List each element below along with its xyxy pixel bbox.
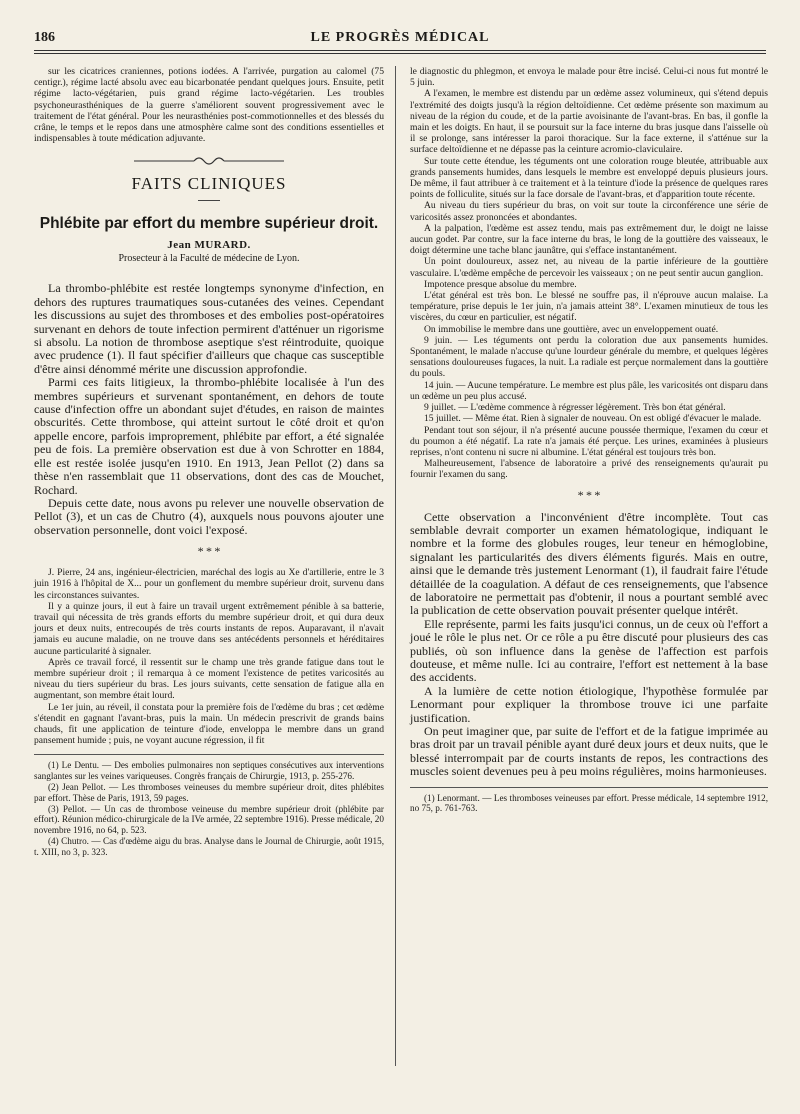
article-author: Jean MURARD. xyxy=(167,239,251,252)
case-cont-3: Sur toute cette étendue, les téguments ont une coloration rouge bleutée, attribuable aux grands pansements humides, dans lesquels le membre est enveloppé depuis plusieurs jours. De même, il faut attribuer à ce traitement et à la teinture d'iode la présence de quelques rares points de folliculite, situés sur la face dorsale de l'avant-bras, et d'apparition toute récente. xyxy=(410,155,768,201)
footnote-right-1: (1) Lenormant. — Les thromboses veineuses par effort. Presse médicale, 14 septembre 1912, no 75, p. 761-763. xyxy=(410,792,768,814)
case-cont-2: A l'examen, le membre est distendu par un œdème assez volumineux, qui s'étend depuis l'extrémité des doigts jusqu'à la région deltoïdienne. Cet œdème présente son maximum au niveau de la région du coude, et de la partie avoisinante de l'avant-bras. En bas, il gonfle la main et les doigts. En haut, il se poursuit sur la face interne du bras jusque dans l'aisselle où il se prolonge, sans intéresser la paroi thoracique. Sur la face externe, il s'atténue sur la surface deltoïdienne et ne dépasse pas la ceinture acromio-claviculaire. xyxy=(410,88,768,156)
intro-paragraph-1: La thrombo-phlébite est restée longtemps synonyme d'infection, en dehors des ruptures traumatiques sous-cutanées des veines. Cependant les discussions au sujet des thromboses et des embolies post-opératoires survenant en dehors de toute infection permirent d'atténuer un rigorisme si absolu. La notion de thrombose aseptique s'est réintroduite, quoique avec prudence (1). Il faut spécifier d'ailleurs que chaque cas susceptible d'être ainsi dénommé mérite une discussion approfondie. xyxy=(34,281,384,376)
author-affiliation: Prosecteur à la Faculté de médecine de Lyon. xyxy=(118,253,300,265)
section-rule xyxy=(198,200,220,201)
case-cont-11: 14 juin. — Aucune température. Le membre est plus pâle, les varicosités ont disparu dans un œdème un peu plus accusé. xyxy=(410,379,768,402)
page-header xyxy=(34,30,766,50)
case-cont-13: 15 juillet. — Même état. Rien à signaler de nouveau. On est obligé d'évacuer le malade. xyxy=(424,413,762,425)
section-stars-right: * * * xyxy=(577,487,601,502)
intro-paragraph-2: Parmi ces faits litigieux, la thrombo-phlébite localisée à l'un des membres supérieurs et survenant spontanément, en dehors de toute cause d'infection offre un abondant sujet d'études, en raison de maintes obscurités. Cette thrombose, qui atteint surtout le côté droit et qu'on appelle encore, parfois improprement, phlébite par effort, a été signalée peu de fois. La première observation est due à von Schrotter en 1884, elle est restée isolée jusqu'en 1910. En 1913, Jean Pellot (2) dans sa thèse n'en rassemblait que 11 observations, dont des cas de Mouchet, Rochard. xyxy=(34,375,384,497)
case-cont-12: 9 juillet. — L'œdème commence à régresser légèrement. Très bon état général. xyxy=(424,402,726,414)
footnote-3: (3) Pellot. — Un cas de thrombose veineuse du membre supérieur droit (phlébite par effort). Réunion médico-chirurgicale de la IVe armée, 22 septembre 1916). Presse médicale, 20 novembre 1916, no 64, p. 523. xyxy=(34,804,384,835)
footnote-rule xyxy=(34,754,384,755)
intro-paragraph-3: Depuis cette date, nous avons pu relever une nouvelle observation de Pellot (3), et un cas de Chutro (4), auxquels nous pouvons ajouter une observation personnelle, dont voici l'exposé. xyxy=(34,495,384,537)
journal-title: LE PROGRÈS MÉDICAL xyxy=(310,30,490,45)
section-stars: * * * xyxy=(197,544,221,559)
case-cont-14: Pendant tout son séjour, il n'a présenté aucune poussée thermique, l'examen du cœur et du poumon a été négatif. La rate n'a jamais été perçue. Les urines, examinées à plusieurs reprises, n'ont contenu ni sucre ni albumine. L'état général est toujours très bon. xyxy=(410,424,768,458)
case-cont-4: Au niveau du tiers supérieur du bras, on voit sur toute la circonférence une série de varicosités assez prononcées et abondantes. xyxy=(410,200,768,223)
case-cont-6: Un point douloureux, assez net, au niveau de la partie inférieure de la gouttière vasculaire. L'œdème empêche de percevoir les vaisseaux ; on ne peut sentir aucun ganglion. xyxy=(410,256,768,279)
ornament-divider xyxy=(134,156,284,166)
page-number: 186 xyxy=(34,30,55,45)
right-column xyxy=(410,66,768,814)
case-paragraph-4: Le 1er juin, au réveil, il constata pour la première fois de l'œdème du bras ; cet œdème s'étendit en gagnant l'avant-bras, puis la main. Un médecin prescrivit de grands bains chauds, fit une application de teinture d'iode, enveloppa le membre dans un grand pansement humide ; puis, ne voyant aucune régression, il fit xyxy=(34,701,384,747)
footnote-1: (1) Le Dentu. — Des embolies pulmonaires non septiques consécutives aux interventions sanglantes sur les veines variqueuses. Congrès français de Chirurgie, 1913, p. 255-276. xyxy=(34,760,384,781)
case-cont-7: Impotence presque absolue du membre. xyxy=(424,278,577,290)
left-column xyxy=(34,66,384,858)
case-paragraph-1: J. Pierre, 24 ans, ingénieur-électricien, maréchal des logis au Xe d'artillerie, entre le 3 juin 1916 à l'hôpital de X... pour un gonflement du membre supérieur droit, survenu dans les circonstances suivantes. xyxy=(34,567,384,601)
continued-paragraph: sur les cicatrices craniennes, potions iodées. A l'arrivée, purgation au calomel (75 centigr.), régime lacté absolu avec eau bicarbonatée pendant quelques jours. Ensuite, petit régime lacto-végétarien, puis grand régime lacto-végétarien. Les troubles psychoneurasthéniques de la guerre s'améliorent souvent progressivement avec le traitement de l'état général. Pour les neurasthénies post-commotionnelles et des blessés du crâne, le temps et le repos dans une atmosphère calme sont des conditions essentielles et indispensables à toute médication adjuvante. xyxy=(34,66,384,145)
case-paragraph-2: Il y a quinze jours, il eut à faire un travail urgent extrêmement pénible à sa batterie, travail qui nécessita de très grands efforts du membre supérieur droit, et qui dura deux jours et deux nuits, entrecoupés de très courts instants de repos. Auparavant, il n'avait jamais eu aucune maladie, on ne trouve dans ses antécédents personnels et héréditaires aucune particularité à signaler. xyxy=(34,600,384,657)
case-cont-1: le diagnostic du phlegmon, et envoya le malade pour être incisé. Celui-ci nous fut montré le 5 juin. xyxy=(410,66,768,89)
column-divider xyxy=(395,66,396,1066)
case-cont-15: Malheureusement, l'absence de laboratoire a privé des renseignements qu'aurait pu fournir l'examen du sang. xyxy=(410,458,768,481)
article-title: Phlébite par effort du membre supérieur droit. xyxy=(39,215,379,233)
header-rule-bottom xyxy=(34,53,766,54)
case-cont-8: L'état général est très bon. Le blessé ne souffre pas, il n'éprouve aucun malaise. La température, prise depuis le 1er juin, n'a jamais atteint 38°. L'examen minutieux de tous les viscères, du cœur en particulier, est négatif. xyxy=(410,290,768,324)
discussion-paragraph-3: A la lumière de cette notion étiologique, l'hypothèse formulée par Lenormant pour expliquer la thrombose trouve ici une parfaite justification. xyxy=(410,683,768,725)
case-cont-9: On immobilise le membre dans une gouttière, avec un enveloppement ouaté. xyxy=(424,323,719,335)
section-title: FAITS CLINIQUES xyxy=(131,174,287,194)
case-paragraph-3: Après ce travail forcé, il ressentit sur le champ une très grande fatigue dans tout le membre supérieur droit ; il remarqua à ce moment l'existence de petites varicosités au niveau du tiers supérieur du bras. Les jours suivants, cette sensation de fatigue alla en augmentant, son membre était lourd. xyxy=(34,656,384,702)
header-rule-top xyxy=(34,50,766,51)
discussion-paragraph-1: Cette observation a l'inconvénient d'être incomplète. Tout cas semblable devrait comporter un examen hématologique, indiquant le nombre et la forme des globules rouges, leur teneur en hémoglobine, signalant les particularités des divers éléments figurés. Mais en outre, ainsi que le demande très justement Lenormant (1), il faudrait faire l'étude détaillée de la coagulation. A défaut de ces renseignements, que l'absence de laboratoire ne permettait pas d'obtenir, il nous a pourtant semblé avec la publication de cette observation pouvait présenter quelque intérêt. xyxy=(410,509,768,618)
discussion-paragraph-4: On peut imaginer que, par suite de l'effort et de la fatigue imprimée au bras droit par un travail pénible ayant duré deux jours et deux nuits, que le blessé interrompait par de courts instants de repos, les contractions des muscles soient devenues peu à peu moins régulières, moins harmonieuses. xyxy=(410,724,768,779)
footnote-4: (4) Chutro. — Cas d'œdème aigu du bras. Analyse dans le Journal de Chirurgie, août 1915, t. XIII, no 3, p. 323. xyxy=(34,836,384,857)
case-cont-10: 9 juin. — Les téguments ont perdu la coloration due aux pansements humides. Spontanément, le malade n'accuse qu'une lourdeur générale du membre, et quelques légères sensations douloureuses fugaces, la nuit. La radiale est perçue normalement dans la gouttière du pouls. xyxy=(410,334,768,380)
footnote-rule-right xyxy=(410,787,768,788)
footnote-2: (2) Jean Pellot. — Les thromboses veineuses du membre supérieur droit, dites phlébites par effort. Thèse de Paris, 1913, 59 pages. xyxy=(34,782,384,803)
case-cont-5: A la palpation, l'œdème est assez tendu, mais pas extrêmement dur, le doigt ne laisse aucun godet. Par contre, sur la face interne du bras, le long de la gouttière des vaisseaux, le doigt détermine une tache blanc jaunâtre, qui s'efface instantanément. xyxy=(410,222,768,257)
discussion-paragraph-2: Elle représente, parmi les faits jusqu'ici connus, un de ceux où l'effort a joué le rôle le plus net. Or ce rôle a pu être discuté pour plusieurs des cas publiés, où son influence dans la genèse de l'affection est parfois douteuse, et même nulle. Ici au contraire, l'effort est nettement à la base des accidents. xyxy=(410,616,768,685)
